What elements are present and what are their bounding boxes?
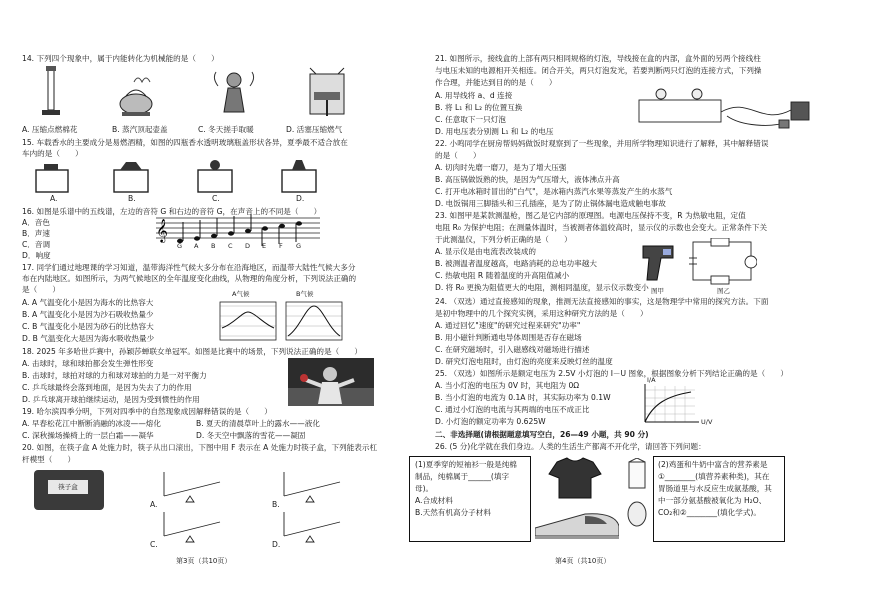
chopstick-box-label: 筷子盒 [48, 480, 88, 494]
q19-option-d[interactable]: D. 冬天空中飘落的雪花——凝固 [196, 431, 306, 440]
q15-option-d[interactable]: D. [296, 194, 305, 203]
q17-line-3: 是（ ） [22, 285, 60, 294]
bulb-l1-icon [656, 89, 666, 99]
egg-icon [628, 502, 646, 526]
kettle-icon [120, 78, 152, 116]
note-label-b: B [211, 242, 216, 250]
q24-option-a[interactable]: A. 通过回忆"速度"的研究过程来研究"功率" [435, 321, 581, 330]
q20-stem: 20. 如图，在筷子盒 A 处施力时，筷子从出口滚出，下图中用 F 表示在 A 处施力时筷子盒，下列能表示杠 [22, 443, 378, 452]
tshirt-icon [549, 458, 601, 498]
q15-bottles [30, 160, 350, 194]
note-label-f: F [279, 242, 283, 250]
page-footer-right: 第4页（共10页） [555, 557, 611, 565]
q21-line-1: 21. 如图所示，接线盒的上部有两只相同规格的灯泡，导线接在盒的内部，盒外面的另两个接线柱 [435, 54, 761, 63]
q18-option-c[interactable]: C. 乒乓球最终会落到地面，是因为失去了力的作用 [22, 383, 192, 392]
q15-option-a[interactable]: A. [50, 194, 58, 203]
q20-lever-diagrams [150, 466, 390, 548]
q26-photos [535, 456, 619, 544]
iu-axis-x-label: U/V [701, 418, 713, 426]
caption-fig-a: 图甲 [651, 287, 664, 295]
climate-a-label: A气候 [232, 290, 250, 298]
q18-option-a[interactable]: A. 击球时，球和球拍都会发生弹性形变 [22, 359, 154, 368]
section-heading: 二、非选择题(请根据题意填写空白，26—49 小题，共 90 分) [435, 430, 649, 439]
q14-option-b[interactable]: B. 蒸汽顶起壶盖 [112, 125, 168, 134]
climate-charts [210, 298, 350, 344]
lever-diagram-b-icon [284, 472, 340, 502]
iu-axis-y-label: I/A [647, 376, 656, 384]
q25-option-d[interactable]: D. 小灯泡的额定功率为 0.625W [435, 417, 546, 426]
q20-option-a[interactable]: A. [150, 500, 158, 509]
lever-diagram-c-icon [164, 512, 220, 542]
q23-option-b[interactable]: B. 被测温者温度越高，电路消耗的总电功率越大 [435, 259, 597, 268]
q20-option-d[interactable]: D. [272, 540, 281, 549]
q14-illustrations [34, 66, 394, 122]
q26-box2-line-1: (2)鸡蛋和牛奶中富含的营养素是 [658, 460, 768, 469]
perfume-bottle-c-icon [198, 160, 232, 192]
caption-fig-b: 图乙 [717, 287, 730, 295]
q25-option-a[interactable]: A. 当小灯泡的电压为 0V 时，其电阻为 0Ω [435, 381, 580, 390]
q26-box2-line-2[interactable]: ①________(填营养素种类)，其在 [658, 472, 770, 481]
q20-stem-2: 杆模型（ ） [22, 455, 76, 464]
q23-line-3: 于此测温仪，下列分析正确的是（ ） [435, 235, 572, 244]
q26-box2-line-5[interactable]: CO₂和②________(填化学式)。 [658, 508, 761, 517]
q22-line-1: 22. 小鸣同学在厨房帮妈妈做饭时观察到了一些现象，并用所学物理知识进行了解释，其中解释错误 [435, 139, 769, 148]
q25-option-b[interactable]: B. 当小灯泡的电流为 0.1A 时，其实际功率为 0.1W [435, 393, 611, 402]
perfume-bottle-b-icon [114, 162, 148, 192]
climate-b-label: B气候 [296, 290, 314, 298]
bulb-l2-icon [692, 89, 702, 99]
q16-option-c[interactable]: C．音调 [22, 240, 51, 249]
q21-line-3: 作合理，并能达到目的的是（ ） [435, 78, 557, 87]
lever-diagram-a-icon [164, 472, 220, 502]
q26-box1-option-a[interactable]: A.合成材料 [415, 496, 453, 505]
q23-option-a[interactable]: A. 显示仪是由电流表改装成的 [435, 247, 537, 256]
q15-stem-2: 车内的是（ ） [22, 149, 83, 158]
q24-option-b[interactable]: B. 用小磁针判断通电导体周围是否存在磁场 [435, 333, 582, 342]
q23-option-c[interactable]: C. 热敏电阻 R 随着温度的升高阻值减小 [435, 271, 570, 280]
q26-box2-line-4: 中一部分氨基酸被氧化为 H₂O、 [658, 496, 767, 505]
chopstick-box-photo [34, 470, 104, 510]
q14-option-c[interactable]: C. 冬天搓手取暖 [198, 125, 254, 134]
q26-food-photos [623, 458, 651, 538]
q22-option-c[interactable]: C. 打开电冰箱时冒出的"白气"，是冰箱内蒸汽水果等蒸发产生的水蒸气 [435, 187, 673, 196]
thermometer-circuit [687, 238, 757, 286]
q21-option-a[interactable]: A. 用导线将 a、d 连接 [435, 91, 513, 100]
q17-option-a[interactable]: A. A 气温变化小是因为海水的比热容大 [22, 298, 154, 307]
q18-stem: 18. 2025 年多哈世乒赛中，孙颖莎蝉联女单冠军。如图是比赛中的场景，下列说法正确的是（ ） [22, 347, 362, 356]
q16-stem: 16. 如图是乐谱中的五线谱，左边的音符 G 和右边的音符 G，在声音上的不同是（ ） [22, 207, 322, 216]
q24-option-d[interactable]: D. 研究灯泡电阻时，由灯泡的亮度来反映灯丝的温度 [435, 357, 613, 366]
treble-clef-icon: 𝄞 [156, 218, 168, 242]
q16-option-a[interactable]: A．音色 [22, 218, 50, 227]
q26-box1-line-2[interactable]: 制品，纯棉属于______(填字 [415, 472, 510, 481]
q21-option-d[interactable]: D. 用电压表分别测 L₁ 和 L₂ 的电压 [435, 127, 554, 136]
q14-option-a[interactable]: A. 压缩点燃棉花 [22, 125, 78, 134]
perfume-bottle-a-icon [36, 164, 68, 192]
note-label-a: A [194, 242, 199, 250]
battery-icon [791, 102, 809, 120]
note-label-g: G [177, 242, 183, 250]
q19-stem: 19. 哈尔滨四季分明，下列对四季中的自然现象成因解释错误的是（ ） [22, 407, 272, 416]
iu-graph [637, 384, 703, 428]
q23-line-1: 23. 如图甲是某款测温枪，图乙是它内部的原理图。电源电压保持不变，R 为热敏电阻，定值 [435, 211, 746, 220]
q25-stem: 25. （双选）如图所示是额定电压为 2.5V 小灯泡的 I－U 图象，根据图象分析下列结论正确的是（ ） [435, 369, 788, 378]
q26-box-1 [409, 456, 531, 542]
q16-option-b[interactable]: B．声速 [22, 229, 50, 238]
q17-option-d[interactable]: D. B 气温变化大是因为海水吸收热量少 [22, 334, 155, 343]
q19-option-c[interactable]: C. 深秋操场操椅上的一层白霜——凝华 [22, 431, 154, 440]
lever-diagram-d-icon [284, 512, 340, 542]
q20-option-c[interactable]: C. [150, 540, 158, 549]
q25-option-c[interactable]: C. 通过小灯泡的电流与其两端的电压不成正比 [435, 405, 590, 414]
note-label-d: D [245, 242, 251, 250]
milk-icon [629, 458, 645, 488]
q15-stem: 15. 车载香水的主要成分是易燃酒精，如图的四瓶香水透明玻璃瓶盖形状各异，夏季最不适合放在 [22, 138, 348, 147]
table-tennis-photo [288, 358, 374, 406]
q26-box1-line-3: 母)。 [415, 484, 434, 493]
q21-line-2: 与电压未知的电源相开关相连。闭合开关，两只灯泡发光，若要判断两只灯泡的连接方式，下列操 [435, 66, 762, 75]
q26-box-2 [653, 456, 785, 542]
perfume-bottle-d-icon [282, 160, 316, 192]
q15-option-c[interactable]: C. [212, 194, 220, 203]
q17-line-1: 17. 同学们通过地理课的学习知道，温带海洋性气候大多分布在沿海地区，而温带大陆性气候大多分 [22, 263, 356, 272]
right-page [415, 0, 870, 600]
q14-option-d[interactable]: D. 活塞压缩燃气 [286, 125, 343, 134]
q26-box1-line-1: (1)夏季穿的短袖衫一般是纯棉 [415, 460, 517, 469]
q24-line-1: 24. （双选）通过直接感知的现象，推测无法直接感知的事实，这是物理学中常用的探究方法。下面 [435, 297, 769, 306]
q17-option-c[interactable]: C. B 气温变化小是因为砂石的比热容大 [22, 322, 154, 331]
q21-option-b[interactable]: B. 将 L₁ 和 L₂ 的位置互换 [435, 103, 523, 112]
q26-box1-option-b[interactable]: B.天然有机高分子材料 [415, 508, 491, 517]
q21-option-c[interactable]: C. 任意取下一只灯泡 [435, 115, 506, 124]
q19-option-b[interactable]: B. 夏天的清晨草叶上的露水——液化 [196, 419, 320, 428]
q26-box2-line-3: 胃肠道里与水反应生成氨基酸，其 [658, 484, 772, 493]
q19-option-a[interactable]: A. 早春松花江中断断消融的冰凌——熔化 [22, 419, 161, 428]
note-label-e: E [262, 242, 267, 250]
note-label-g2: G [296, 242, 302, 250]
q26-stem: 26. (5 分)化学就在我们身边。人类的生活生产都离不开化学，请回答下列问题： [435, 442, 706, 451]
q20-option-b[interactable]: B. [272, 500, 280, 509]
q24-line-2: 是初中物理中的几个探究实例，采用这种研究方法的是（ ） [435, 309, 648, 318]
q17-option-b[interactable]: B. A 气温变化小是因为沙石吸收热量少 [22, 310, 154, 319]
q23-option-d[interactable]: D. 将 R₀ 更换为阻值更大的电阻，测相同温度，显示仪示数变小 [435, 283, 649, 292]
q18-option-d[interactable]: D. 乒乓球离开球拍继续运动，是因为受到惯性的作用 [22, 395, 200, 404]
q23-line-2: 电阻 R₀ 为保护电阻；在测量体温时，当被测者体温较高时，显示仪的示数也会变大。正常条件下关 [435, 223, 768, 232]
resistor-r-icon [711, 238, 729, 246]
q22-line-2: 的是（ ） [435, 151, 481, 160]
q14-stem: 14. 下列四个现象中，属于内能转化为机械能的是（ ） [22, 54, 219, 63]
resistor-r0-icon [711, 276, 729, 284]
q24-option-c[interactable]: C. 在研究磁场时，引入磁感线对磁场进行描述 [435, 345, 590, 354]
q18-option-b[interactable]: B. 击球时，球拍对球的力和球对球拍的力是一对平衡力 [22, 371, 207, 380]
q22-option-d[interactable]: D. 电饭锅用三脚插头和三孔插座，是为了防止锅体漏电造成触电事故 [435, 199, 666, 208]
q17-line-2: 布在内陆地区。如图所示，为两气候地区的全年温度变化曲线，从物理的角度分析，下列说法正确的 [22, 274, 357, 283]
rubbing-hands-icon [214, 72, 253, 112]
compression-tube-icon [42, 66, 60, 115]
q22-option-b[interactable]: B. 高压锅做饭熟的快，是因为气压增大，液体沸点升高 [435, 175, 620, 184]
note-label-c: C [228, 242, 233, 250]
q15-option-b[interactable]: B. [128, 194, 136, 203]
switch-icon [779, 120, 789, 128]
q16-option-d[interactable]: D．响度 [22, 251, 51, 260]
high-speed-train-icon [535, 514, 619, 538]
junction-box-diagram [631, 86, 831, 130]
thermometer-gun-photo [639, 240, 679, 286]
q22-option-a[interactable]: A. 切肉时先磨一磨刀，是为了增大压强 [435, 163, 567, 172]
page-footer-left: 第3页（共10页） [176, 557, 232, 565]
meter-icon [745, 256, 757, 268]
engine-cylinder-icon [310, 68, 344, 116]
